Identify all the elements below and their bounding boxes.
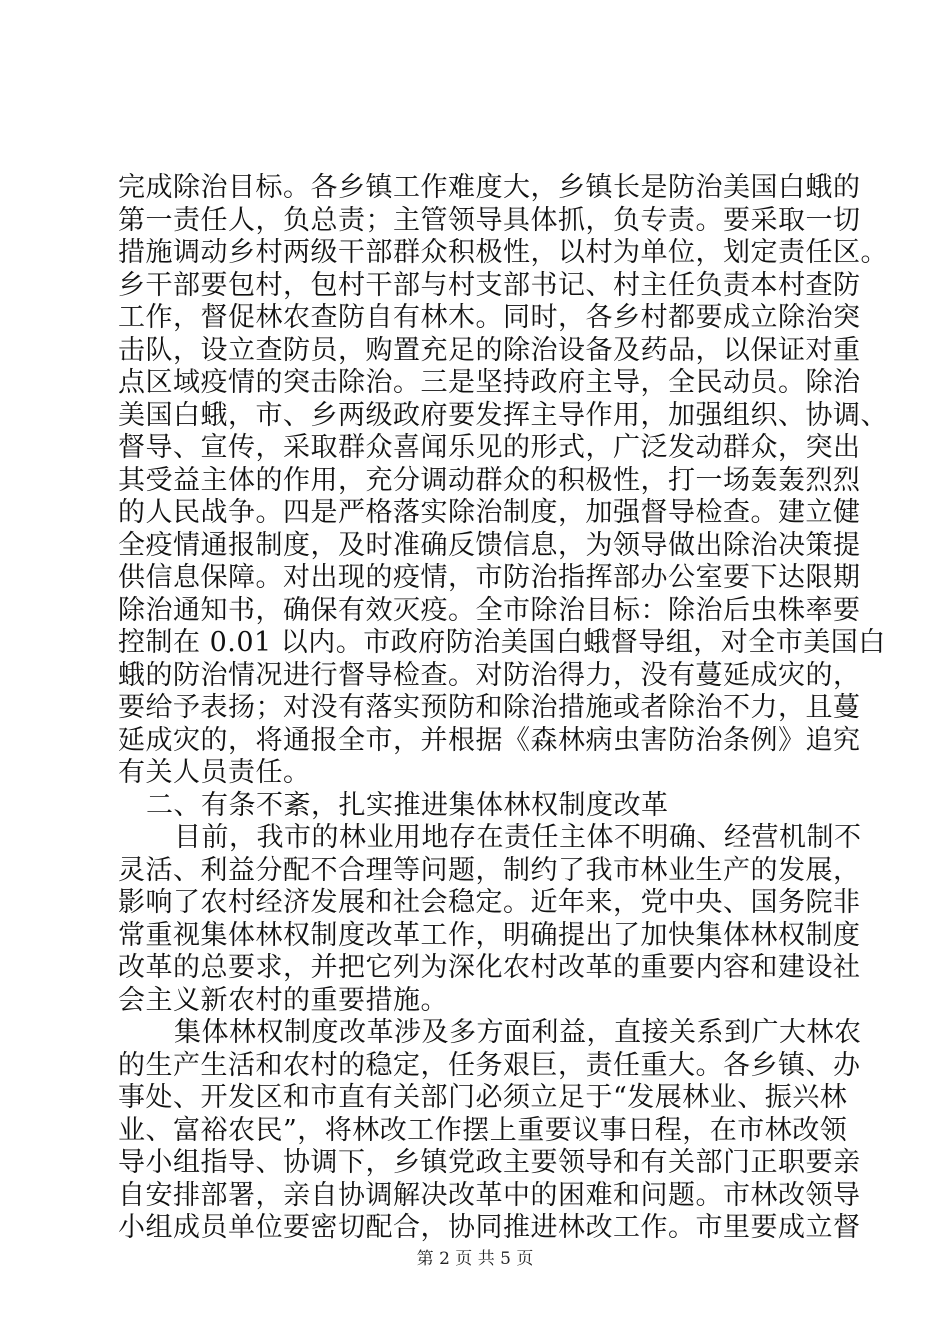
paragraph-line: 灵活、利益分配不合理等问题，制约了我市林业生产的发展，: [118, 854, 861, 886]
paragraph-line: 其受益主体的作用，充分调动群众的积极性，打一场轰轰烈烈: [118, 464, 861, 496]
paragraph-line: 目前，我市的林业用地存在责任主体不明确、经营机制不: [174, 822, 862, 853]
paragraph-line: 全疫情通报制度，及时准确反馈信息，为领导做出除治决策提: [118, 529, 861, 561]
paragraph-line: 击队，设立查防员，购置充足的除治设备及药品，以保证对重: [118, 334, 861, 366]
paragraph-line: 供信息保障。对出现的疫情，市防治指挥部办公室要下达限期: [118, 562, 861, 593]
paragraph-line: 督导、宣传，采取群众喜闻乐见的形式，广泛发动群众，突出: [118, 432, 861, 463]
paragraph-line: 的人民战争。四是严格落实除治制度，加强督导检查。建立健: [118, 497, 861, 528]
paragraph-line: 集体林权制度改革涉及多方面利益，直接关系到广大林农: [174, 1017, 862, 1048]
page-footer: 第 2 页 共 5 页: [416, 1249, 534, 1269]
paragraph-line: 工作，督促林农查防自有林木。同时，各乡村都要成立除治突: [118, 302, 861, 333]
paragraph-line: 延成灾的，将通报全市，并根据《森林病虫害防治条例》追究: [118, 724, 861, 756]
paragraph-line: 会主义新农村的重要措施。: [118, 984, 448, 1016]
paragraph-line: 有关人员责任。: [118, 757, 311, 788]
paragraph-line: 第一责任人，负总责；主管领导具体抓，负专责。要采取一切: [118, 204, 861, 236]
paragraph-line: 常重视集体林权制度改革工作，明确提出了加快集体林权制度: [118, 919, 861, 951]
paragraph-line: 除治通知书，确保有效灭疫。全市除治目标：除治后虫株率要: [118, 594, 861, 626]
paragraph-line: 美国白蛾，市、乡两级政府要发挥主导作用，加强组织、协调、: [118, 399, 888, 431]
paragraph-line: 事处、开发区和市直有关部门必须立足于“发展林业、振兴林: [118, 1082, 848, 1113]
paragraph-line: 乡干部要包村，包村干部与村支部书记、村主任负责本村查防: [118, 269, 861, 301]
paragraph-line: 的生产生活和农村的稳定，任务艰巨，责任重大。各乡镇、办: [118, 1049, 861, 1081]
paragraph-line: 完成除治目标。各乡镇工作难度大，乡镇长是防治美国白蛾的: [118, 172, 861, 203]
paragraph-line: 业、富裕农民”，将林改工作摆上重要议事日程，在市林改领: [118, 1114, 848, 1146]
paragraph-line: 小组成员单位要密切配合，协同推进林改工作。市里要成立督: [118, 1212, 861, 1243]
paragraph-line: 措施调动乡村两级干部群众积极性，以村为单位，划定责任区。: [118, 237, 888, 268]
paragraph-line: 影响了农村经济发展和社会稳定。近年来，党中央、国务院非: [118, 887, 861, 918]
paragraph-line: 控制在 0.01 以内。市政府防治美国白蛾督导组，对全市美国白: [118, 627, 886, 658]
paragraph-line: 蛾的防治情况进行督导检查。对防治得力，没有蔓延成灾的，: [118, 659, 861, 691]
section-heading: 二、有条不紊，扎实推进集体林权制度改革: [146, 789, 669, 821]
document-body: [118, 172, 888, 1245]
paragraph-line: 导小组指导、协调下，乡镇党政主要领导和有关部门正职要亲: [118, 1147, 861, 1178]
paragraph-line: 点区域疫情的突击除治。三是坚持政府主导，全民动员。除治: [118, 367, 861, 398]
paragraph-line: 改革的总要求，并把它列为深化农村改革的重要内容和建设社: [118, 952, 861, 983]
paragraph-line: 自安排部署，亲自协调解决改革中的困难和问题。市林改领导: [118, 1179, 861, 1211]
paragraph-line: 要给予表扬；对没有落实预防和除治措施或者除治不力，且蔓: [118, 692, 861, 723]
